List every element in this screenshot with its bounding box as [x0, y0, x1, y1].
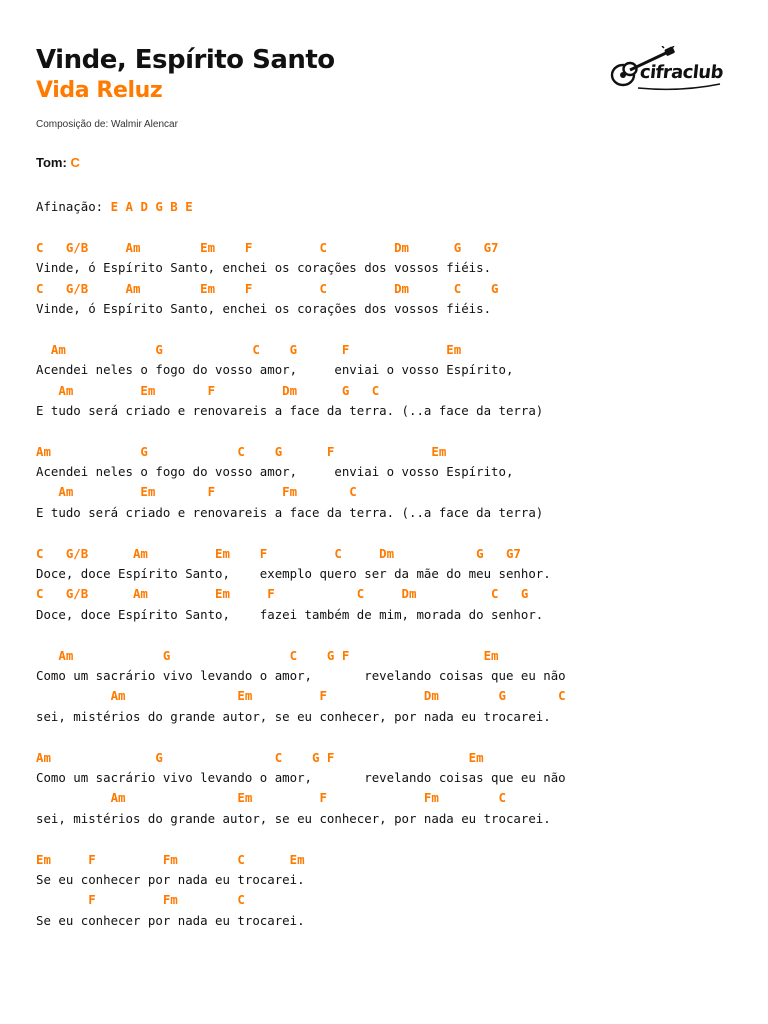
chord-line[interactable]: C G/B Am Em F C Dm G G7 — [36, 239, 499, 255]
blank-line — [36, 625, 566, 645]
song-key-value[interactable]: C — [70, 155, 80, 170]
lyric-line: Vinde, ó Espírito Santo, enchei os corações dos vossos fiéis. — [36, 260, 492, 276]
chord-line[interactable]: Am Em F Fm C — [36, 790, 506, 806]
lyric-line: E tudo será criado e renovareis a face da terra. (..a face da terra) — [36, 504, 544, 520]
chord-line[interactable]: Am G C G F Em — [36, 443, 447, 459]
lyric-line: Doce, doce Espírito Santo, fazei também de mim, morada do senhor. — [36, 606, 544, 622]
lyric-line: Vinde, ó Espírito Santo, enchei os corações dos vossos fiéis. — [36, 300, 492, 316]
lyric-line: sei, mistérios do grande autor, se eu conhecer, por nada eu trocarei. — [36, 708, 551, 724]
blank-line — [36, 217, 566, 237]
chord-line[interactable]: Am Em F Dm G C — [36, 382, 380, 398]
blank-line — [36, 523, 566, 543]
blank-line — [36, 421, 566, 441]
lyric-line: Se eu conhecer por nada eu trocarei. — [36, 871, 305, 887]
blank-line — [36, 727, 566, 747]
chord-line[interactable]: F Fm C — [36, 892, 245, 908]
cifraclub-logo[interactable] — [606, 46, 724, 94]
composer-credit: Composição de: Walmir Alencar — [36, 119, 178, 130]
lyric-line: Acendei neles o fogo do vosso amor, enviai o vosso Espírito, — [36, 362, 514, 378]
chord-sheet — [36, 197, 566, 931]
tuning-label: Afinação: — [36, 199, 104, 214]
song-key-label: Tom: — [36, 155, 67, 170]
lyric-line: Como um sacrário vivo levando o amor, revelando coisas que eu não — [36, 769, 566, 785]
lyric-line: Acendei neles o fogo do vosso amor, enviai o vosso Espírito, — [36, 464, 514, 480]
lyric-line: Doce, doce Espírito Santo, exemplo quero ser da mãe do meu senhor. — [36, 566, 551, 582]
chord-line[interactable]: Am G C G F Em — [36, 647, 499, 663]
lyric-line: sei, mistérios do grande autor, se eu conhecer, por nada eu trocarei. — [36, 810, 551, 826]
blank-line — [36, 319, 566, 339]
chord-line[interactable]: Am G C G F Em — [36, 749, 484, 765]
lyric-line: E tudo será criado e renovareis a face da terra. (..a face da terra) — [36, 402, 544, 418]
lyric-line: Como um sacrário vivo levando o amor, revelando coisas que eu não — [36, 667, 566, 683]
tuning-line — [36, 197, 566, 217]
song-key — [36, 155, 80, 171]
chord-line[interactable]: Am G C G F Em — [36, 341, 462, 357]
chord-line[interactable]: C G/B Am Em F C Dm G G7 — [36, 545, 521, 561]
lyric-line: Se eu conhecer por nada eu trocarei. — [36, 912, 305, 928]
chord-line[interactable]: Em F Fm C Em — [36, 851, 305, 867]
tuning-notes[interactable]: E A D G B E — [110, 199, 193, 214]
song-title: Vinde, Espírito Santo — [36, 45, 335, 75]
artist-name[interactable]: Vida Reluz — [36, 78, 163, 103]
chord-line[interactable]: Am Em F Fm C — [36, 484, 357, 500]
chord-line[interactable]: Am Em F Dm G C — [36, 688, 566, 704]
chord-line[interactable]: C G/B Am Em F C Dm C G — [36, 586, 529, 602]
chord-line[interactable]: C G/B Am Em F C Dm C G — [36, 280, 499, 296]
blank-line — [36, 829, 566, 849]
sheet-lines — [36, 238, 566, 931]
logo-text: cifraclub — [638, 62, 724, 83]
